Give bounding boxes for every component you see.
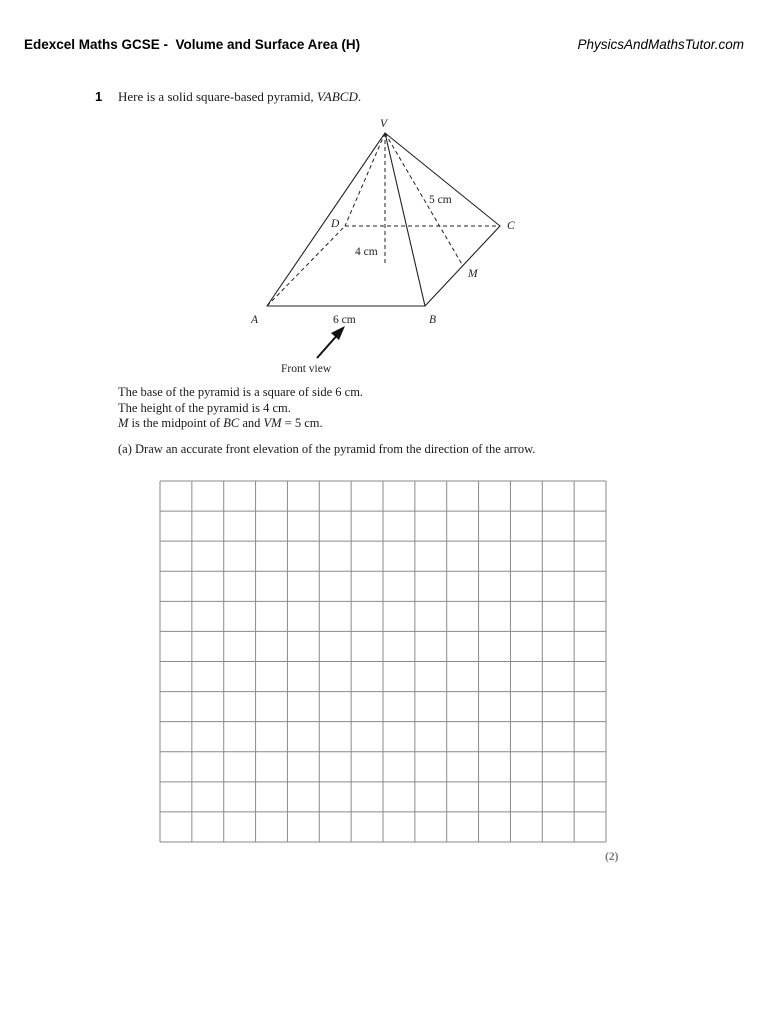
info-text-b: and — [239, 416, 264, 430]
question-number: 1 — [95, 89, 103, 104]
label-B: B — [429, 314, 437, 326]
part-a-instruction: (a) Draw an accurate front elevation of the pyramid from the direction of the arrow. — [118, 442, 536, 456]
pyramid-name: VABCD — [316, 89, 358, 104]
info-line-2: The height of the pyramid is 4 cm. — [118, 401, 291, 415]
question-intro-suffix: . — [357, 89, 362, 104]
label-base-6cm: 6 cm — [333, 314, 356, 326]
marks-label: (2) — [605, 851, 619, 863]
info-M: M — [118, 416, 129, 430]
label-front-view: Front view — [281, 363, 332, 375]
label-D: D — [331, 218, 340, 230]
info-line-1: The base of the pyramid is a square of side 6 cm. — [118, 385, 364, 399]
label-slant-5cm: 5 cm — [429, 194, 452, 206]
label-C: C — [507, 220, 515, 232]
label-height-4cm: 4 cm — [355, 246, 378, 258]
info-VM: VM — [263, 416, 282, 430]
info-text-a: is the midpoint of — [128, 416, 224, 430]
info-text-c: = 5 cm. — [281, 416, 323, 430]
header-title: Edexcel Maths GCSE - Volume and Surface Area (H) — [24, 37, 361, 52]
label-V: V — [380, 118, 388, 130]
label-A: A — [251, 314, 259, 326]
header-site[interactable]: PhysicsAndMathsTutor.com — [577, 37, 744, 52]
label-M: M — [468, 268, 478, 280]
info-BC: BC — [223, 416, 240, 430]
question-intro-prefix: Here is a solid square-based pyramid, — [118, 89, 317, 104]
